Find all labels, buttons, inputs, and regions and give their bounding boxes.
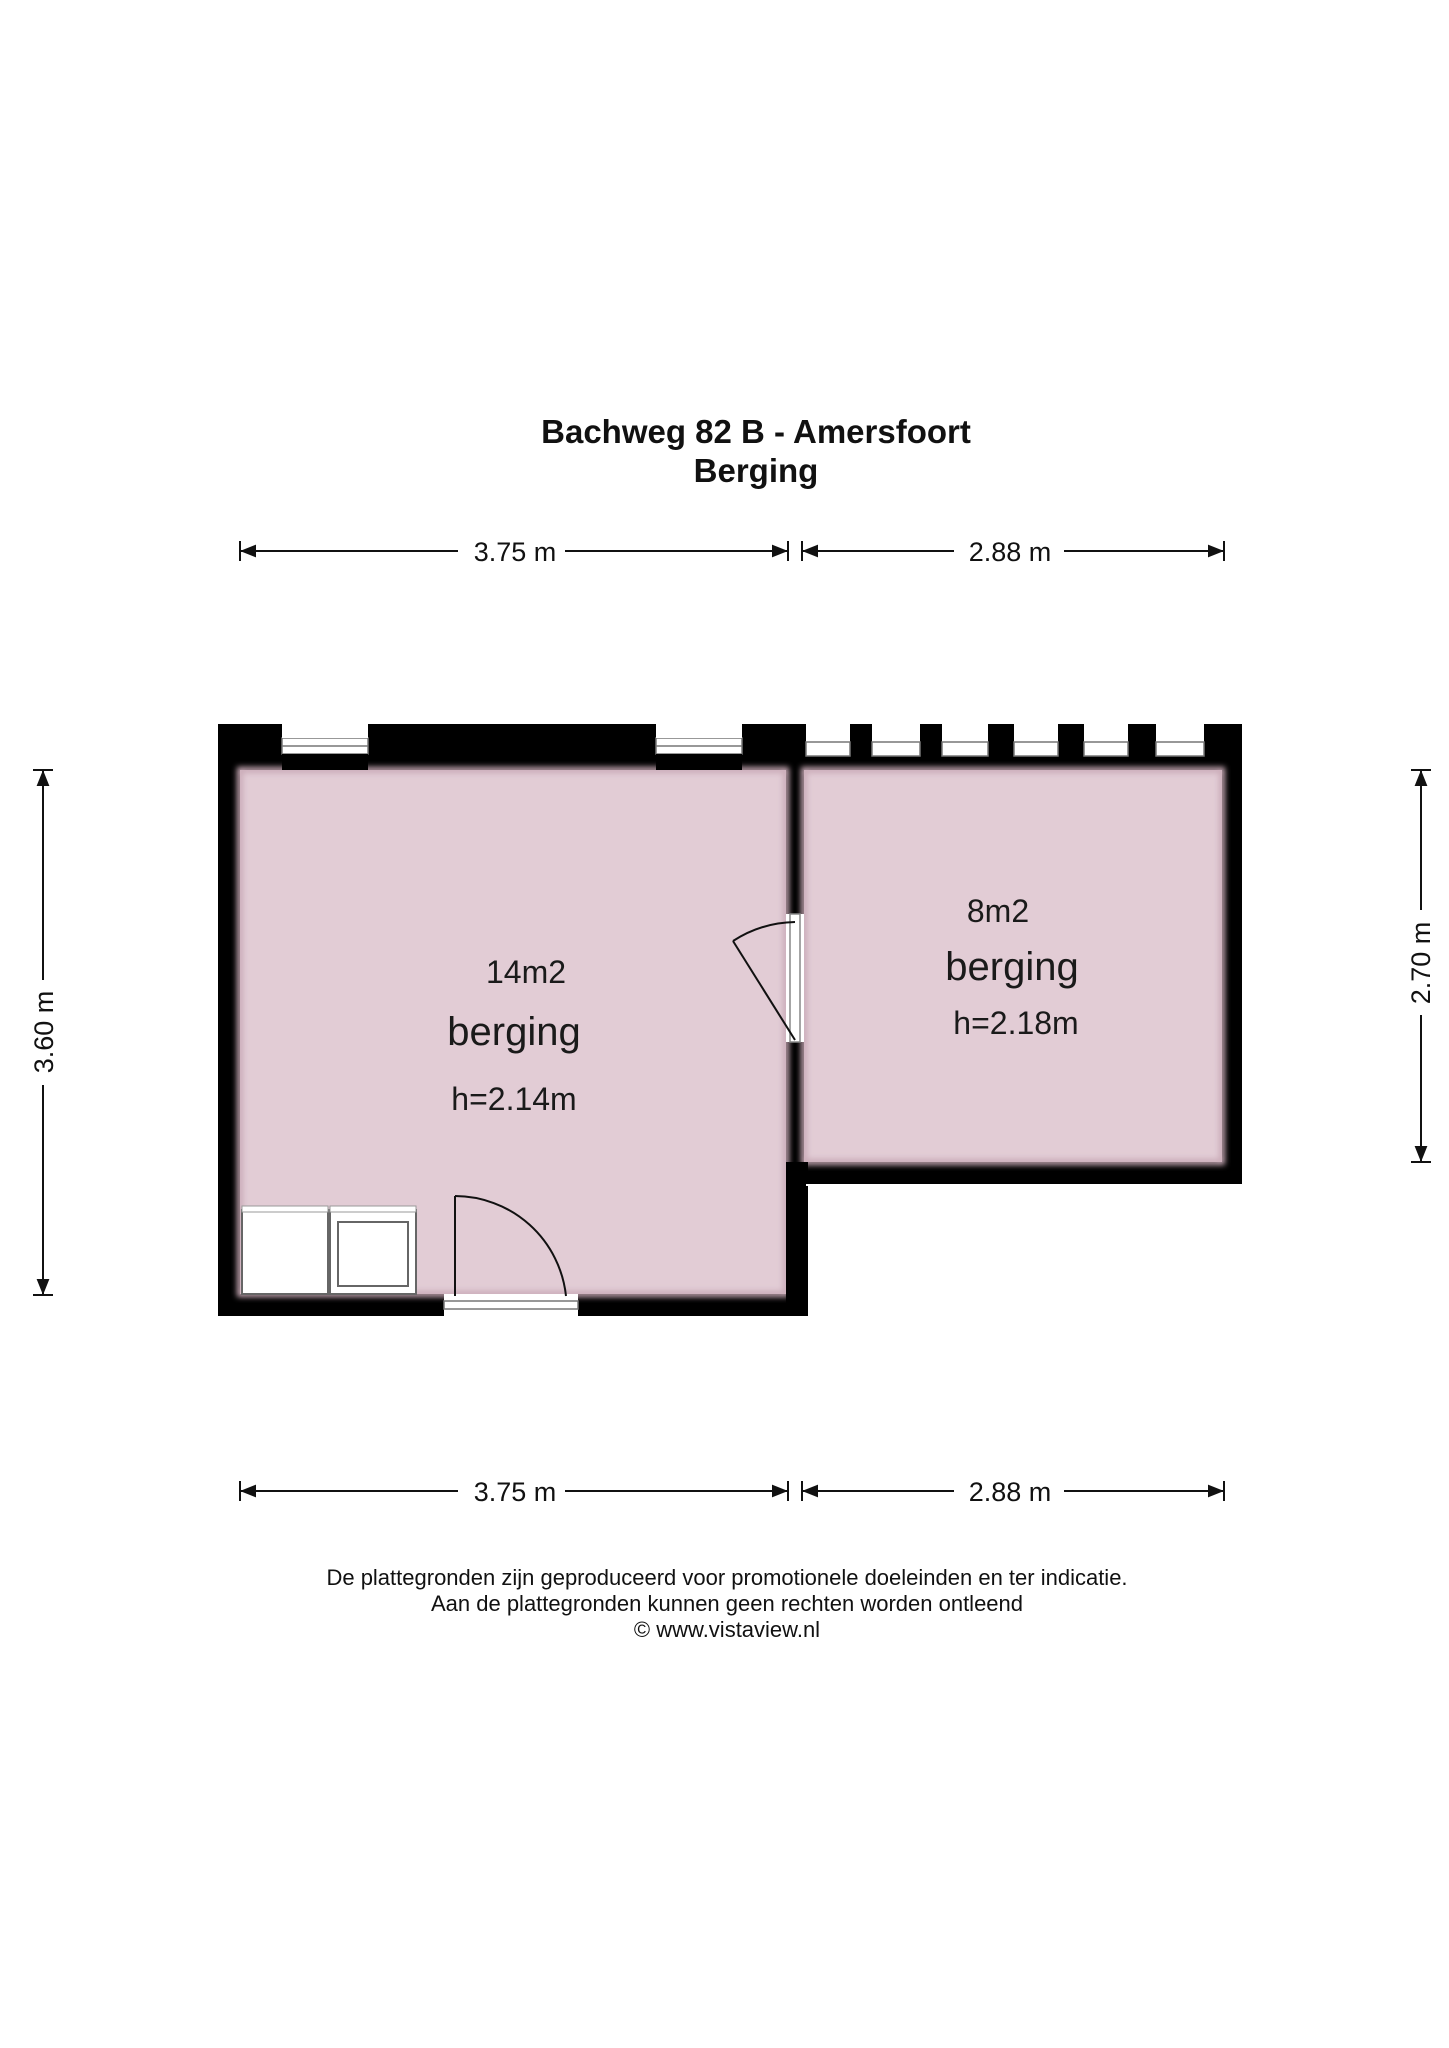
room-right-name: berging <box>945 945 1079 989</box>
room-right-height: h=2.18m <box>953 1005 1079 1041</box>
appliances <box>242 1206 416 1294</box>
room-left-area: 14m2 <box>485 954 567 990</box>
dimension-right <box>1406 770 1436 1162</box>
dim-bottom-left-label: 3.75 m <box>473 1477 557 1507</box>
dim-top-right-label: 2.88 m <box>968 537 1052 567</box>
dimension-left <box>29 770 59 1295</box>
dimension-top <box>240 537 1224 567</box>
dryer-icon <box>242 1210 328 1294</box>
dimension-bottom <box>240 1477 1224 1507</box>
disclaimer-line-1: De plattegronden zijn geproduceerd voor promotionele doeleinden en ter indicatie. <box>326 1565 1128 1590</box>
dim-top-left-label: 3.75 m <box>473 537 557 567</box>
dim-left-label: 3.60 m <box>29 990 59 1074</box>
copyright-line: © www.vistaview.nl <box>633 1617 821 1642</box>
disclaimer-line-2: Aan de plattegronden kunnen geen rechten worden ontleend <box>430 1591 1024 1616</box>
disclaimer <box>326 1565 1127 1642</box>
dim-right-label: 2.70 m <box>1406 921 1436 1005</box>
dim-bottom-right-label: 2.88 m <box>968 1477 1052 1507</box>
room-left-name: berging <box>447 1010 581 1054</box>
floor-title: Berging <box>693 452 819 489</box>
room-right-area: 8m2 <box>966 893 1030 929</box>
room-left-height: h=2.14m <box>451 1081 577 1117</box>
address-title: Bachweg 82 B - Amersfoort <box>541 413 971 450</box>
